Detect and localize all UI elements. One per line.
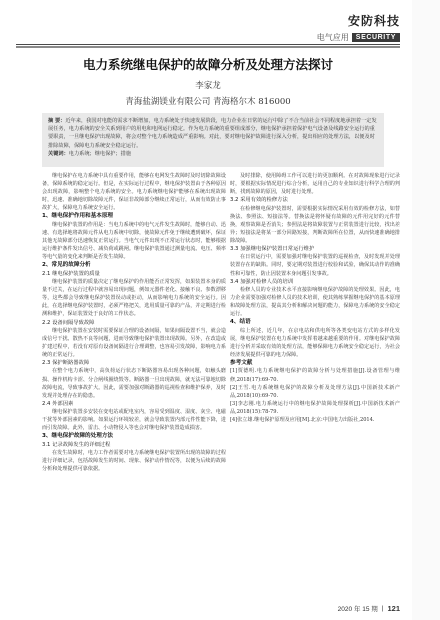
subsection-heading: 3.2 采用有效的检修方法 bbox=[230, 197, 288, 204]
journal-brand bbox=[322, 12, 400, 29]
subsection-heading: 3.3 加强继电保护装置日常运行维护 bbox=[230, 246, 315, 253]
article-affiliation: 青海盐湖镁业有限公司 青海格尔木 816000 bbox=[125, 97, 291, 107]
page-number: 121 bbox=[387, 604, 400, 613]
paragraph: 检修人员的专业技术水平直接影响继电保护故障的处理效果。因此，电力企业需要加强对检修人员的技术培训，使其熟练掌握继电保护的基本原理和故障处理方法，提高其分析和解决问题的能力，保障电力系统的安全稳定运行。 bbox=[230, 286, 400, 318]
paragraph: 在检修继电保护装置时，需要根据实际情况采用有效的检修方法，如替换法、参照法、短接法等。替换法是将怀疑有故障的元件用完好的元件替换，观察故障是否消失；参照法是将故障装置与正常装置进行比较，找出差异；短接法是将某一部分回路短接，判断故障所在位置，从而快速准确地排除故障。 bbox=[230, 205, 400, 244]
footer-separator: | bbox=[381, 605, 384, 612]
reference-item: [3]李志刚.电力系统运行中的继电保护故障处理探析[J].中国新技术新产品,2018(15):78-79. bbox=[230, 400, 400, 415]
paragraph: 综上所述，近几年，在京电站和供电所等各类变电站方式的多样化发展，继电保护装置在电力系统中发挥着越来越重要的作用。对继电保护故障进行分析并采取有效的处理方法，能够保障电力系统安全稳定运行，为社会经济发展提供可靠的电力保障。 bbox=[230, 327, 400, 358]
subsection-heading: 3.1 记录故障发生的详细过程 bbox=[42, 441, 111, 448]
section-label: 电气应用 bbox=[316, 33, 349, 42]
paragraph: 继电保护装置的作用是：当电力系统中的电气元件发生故障时，能够自动、迅速、有选择地将故障元件从电力系统中切除，使故障元件免于继续遭到破坏，保证其他无故障部分迅速恢复正常运行。当电气元件出现不正常运行状态时，能够根据运行维护条件发出信号、减负荷或跳闸。继电保护装置通过测量电流、电压、频率等电气量的变化来判断是否发生故障。 bbox=[42, 221, 226, 261]
abstract-text: 近年来，我国对电能的需求不断增加，电力系统处于快速发展阶段，电力企业在日常的运行中除了不合当前社会不同程度地承担着一定发展任务，电力系统的安全关系到用户的用电和电网运行稳定。作为电力系统的重要组成部分，继电保护承担着保护电气设备及线路安全运行的重要职责，一旦继电保护出现故障，将会对整个电力系统造成严重影响。对此，要对继电保护故障进行深入分析，提出相应的处理方法，以便及时排除故障，保障电力系统安全稳定运行。 bbox=[48, 118, 377, 149]
paragraph: 继电保护装置的质量决定了继电保护的作用能否正常发挥，如果装置本身的质量不过关，在运行过程中就容易出现问题，例如元器件老化、接触不良、参数漂移等，这些都会导致继电保护装置误动或拒动，从而影响电力系统的安全运行。因此，在选择继电保护装置时，必须严格把关，选用质量可靠的产品，并定期进行检测和维护，保证装置处于良好的工作状态。 bbox=[42, 279, 226, 318]
subsection-heading: 2.2 设备间隔导致故障 bbox=[42, 319, 95, 326]
reference-item: [2]王雪.电力系统继电保护的故障分析及处理方法[J].中国新技术新产品,2018(10):69-70. bbox=[230, 384, 400, 399]
paragraph: 继电保护装置在安装时需要保证合理的设备间隔，如果间隔设置不当，就会造成信号干扰、散热不良等问题，进而导致继电保护装置出现故障。另外，在改造或扩建过程中，若没有对原有设备间隔进行合理调整，也容易引发故障，影响电力系统的正常运行。 bbox=[42, 327, 226, 359]
section-heading: 3、继电保护故障的处理方法 bbox=[42, 433, 114, 440]
security-tag: SECURITY bbox=[352, 33, 400, 42]
body-column-left bbox=[42, 172, 226, 604]
article-title: 电力系统继电保护的故障分析及处理方法探讨 bbox=[82, 57, 333, 72]
subsection-heading: 2.1 继电保护装置的质量 bbox=[42, 270, 100, 277]
subsection-heading: 3.4 加强对检修人员的培训 bbox=[230, 278, 294, 285]
body-column-right bbox=[230, 172, 400, 604]
paragraph: 在整个电力系统中，高负荷运行状态下断路器容易出现各种问题，如触头磨损、操作机构卡涩、分合闸线圈烧毁等。断路器一旦出现故障，就无法可靠地切除故障电流，导致事故扩大。因此，需要加强对断路器的巡视检查和维护保养，及时发现并处理存在的隐患。 bbox=[42, 368, 226, 399]
section-heading: 2、常见的故障分析 bbox=[42, 262, 91, 269]
header-rule bbox=[16, 44, 400, 45]
section-heading: 4、结语 bbox=[230, 319, 251, 326]
paragraph: 继电保护在电力系统中具有重要作用，能够在电网发生故障时及时切除故障设备，保障系统的稳定运行。但是，在实际运行过程中，继电保护装置由于各种原因会出现故障，影响整个电力系统的安全。电力系统继电保护能够在系统出现故障时，迅速、准确地切除故障元件，保证非故障部分继续正常运行，从而有效防止事故扩大，保障电力系统安全运行。 bbox=[42, 173, 226, 212]
page-footer bbox=[338, 604, 400, 613]
reference-item: [1]贾德明.电力系统继电保护的故障分析与处理措施[J].设备管理与维修,2018(17):69-70. bbox=[230, 368, 400, 383]
keywords-text: 电力系统；继电保护；措施 bbox=[68, 150, 132, 157]
section-row bbox=[317, 32, 400, 43]
reference-item: [4]张立雄.继电保护原理及应用[M].北京:中国电力出版社,2014. bbox=[230, 417, 375, 424]
issue-label: 2020 年 15 期 bbox=[337, 606, 378, 613]
section-heading: 参考文献 bbox=[230, 360, 253, 367]
paragraph: 及时排除，使用障碍工作可以进行的更加顺利。在对故障现象进行记录时，要根据实际情况进行综合分析，运用自己的专业知识进行科学合理的判断，找到故障的原因，及时进行处理。 bbox=[230, 173, 400, 196]
section-heading: 1、继电保护作用和基本原理 bbox=[42, 213, 114, 220]
article-author: 李家龙 bbox=[195, 81, 221, 91]
brand-name: 安防科技 bbox=[347, 14, 400, 28]
paragraph: 在发生故障时，电力工作者需要对电力系统继电保护装置所出现的故障的过程进行详细记录，包括故障发生的时间、现象、保护动作情况等，以便为后续的故障分析和处理提供可靠依据。 bbox=[42, 450, 226, 473]
subsection-heading: 2.4 外部因素 bbox=[42, 400, 74, 407]
abstract-label: 摘 要： bbox=[48, 118, 66, 124]
abstract-box bbox=[42, 113, 384, 167]
header-rule-thick bbox=[16, 46, 400, 48]
subsection-heading: 2.3 保护断路器故障 bbox=[42, 360, 90, 367]
paragraph: 在日常运行中，需要加强对继电保护装置的巡视检查，及时发现并处理装置存在的缺陷。同时，要定期对装置进行校验和试验，确保其动作的准确性和可靠性，防止因装置本身问题引发事故。 bbox=[230, 254, 400, 277]
keywords-label: 关键词： bbox=[48, 150, 69, 157]
paragraph: 继电保护装置多安装在变电站或配电室内，容易受到温度、湿度、灰尘、电磁干扰等外部因素的影响。如果运行环境较差，就会导致装置内部元件性能下降，进而引发故障。此外，雷击、小动物侵入等也会对继电保护装置造成损害。 bbox=[42, 409, 226, 432]
page-margin bbox=[412, 0, 440, 620]
